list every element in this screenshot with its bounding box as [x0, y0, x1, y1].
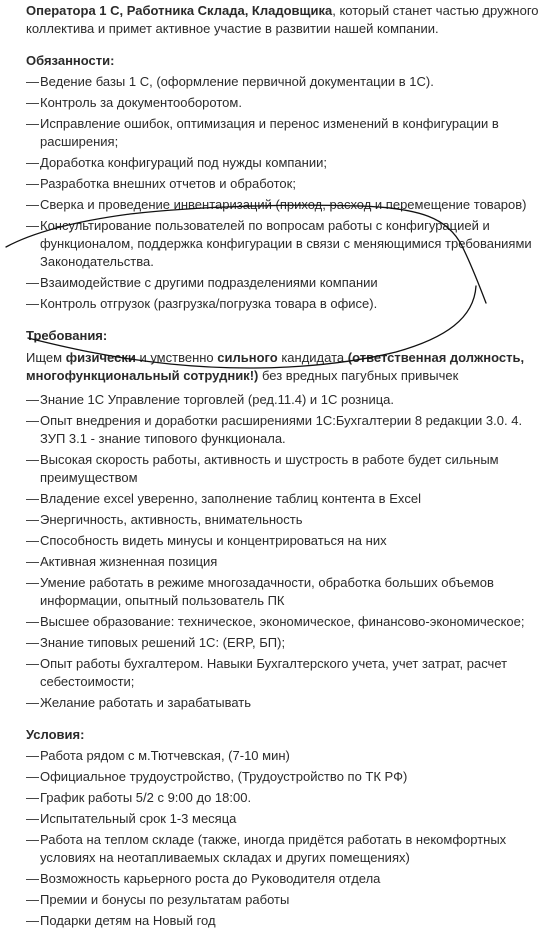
list-item-text: Контроль за документооборотом. [40, 95, 242, 110]
list-item-text: График работы 5/2 с 9:00 до 18:00. [40, 790, 252, 805]
list-item-text: Знание типовых решений 1С: (ERP, БП); [40, 635, 286, 650]
dash-bullet: — [26, 176, 39, 191]
list-item [26, 912, 541, 930]
list-item [26, 412, 541, 448]
dash-bullet: — [26, 275, 39, 290]
list-item-text: Возможность карьерного роста до Руководителя отдела [40, 871, 381, 886]
list-item [26, 613, 541, 631]
list-item [26, 831, 541, 867]
list-item [26, 451, 541, 487]
dash-bullet: — [26, 296, 39, 311]
list-item [26, 217, 541, 271]
dash-bullet: — [26, 452, 39, 467]
dash-bullet: — [26, 197, 39, 212]
list-item-text: Энергичность, активность, внимательность [40, 512, 303, 527]
intro-positions: Оператора 1 С, Работника Склада, Кладовщика [26, 3, 333, 18]
list-item-text: Знание 1С Управление торговлей (ред.11.4) и 1С розница. [40, 392, 394, 407]
list-item-text: Опыт работы бухгалтером. Навыки Бухгалтерского учета, учет затрат, расчет себестоимости; [40, 656, 508, 689]
requirements-note [26, 349, 541, 385]
list-item [26, 789, 541, 807]
dash-bullet: — [26, 913, 39, 928]
list-item [26, 768, 541, 786]
intro-paragraph [26, 2, 541, 38]
dash-bullet: — [26, 218, 39, 233]
dash-bullet: — [26, 892, 39, 907]
dash-bullet: — [26, 811, 39, 826]
dash-bullet: — [26, 116, 39, 131]
dash-bullet: — [26, 575, 39, 590]
list-item [26, 634, 541, 652]
dash-bullet: — [26, 790, 39, 805]
list-item-text: Умение работать в режиме многозадачности, обработка больших объемов информации, опытный пользователь ПК [40, 575, 494, 608]
list-item [26, 655, 541, 691]
list-item-text: Владение excel уверенно, заполнение таблиц контента в Excel [40, 491, 421, 506]
list-item-text: Подарки детям на Новый год [40, 913, 216, 928]
list-item [26, 747, 541, 765]
note-text-3: кандидата [277, 350, 348, 365]
requirements-title: Требования: [26, 328, 108, 343]
list-item-text: Ведение базы 1 С, (оформление первичной документации в 1С). [40, 74, 434, 89]
dash-bullet: — [26, 413, 39, 428]
dash-bullet: — [26, 74, 39, 89]
list-item [26, 115, 541, 151]
list-item [26, 490, 541, 508]
list-item [26, 574, 541, 610]
list-item [26, 553, 541, 571]
list-item-text: Высшее образование: техническое, экономическое, финансово-экономическое; [40, 614, 525, 629]
list-item-text: Официальное трудоустройство, (Трудоустройство по ТК РФ) [40, 769, 408, 784]
note-bold-1: физически [65, 350, 136, 365]
list-item-text: Работа на теплом складе (также, иногда придётся работать в некомфортных условиях на неотапливаемых складах и других помещениях) [40, 832, 507, 865]
list-item-text: Испытательный срок 1-3 месяца [40, 811, 237, 826]
dash-bullet: — [26, 656, 39, 671]
list-item-text: Работа рядом с м.Тютчевская, (7-10 мин) [40, 748, 290, 763]
list-item [26, 511, 541, 529]
list-item-text: Сверка и проведение инвентаризаций (приход, расход и перемещение товаров) [40, 197, 527, 212]
list-item-text: Высокая скорость работы, активность и шустрость в работе будет сильным преимуществом [40, 452, 499, 485]
list-item [26, 295, 541, 313]
list-item [26, 694, 541, 712]
list-item-text: Взаимодействие с другими подразделениями компании [40, 275, 378, 290]
list-item [26, 175, 541, 193]
duties-title: Обязанности: [26, 53, 115, 68]
list-item-text: Опыт внедрения и доработки расширениями 1С:Бухгалтерии 8 редакции 3.0. 4. ЗУП 3.1 - знание типового функционала. [40, 413, 523, 446]
conditions-list [26, 747, 541, 930]
duties-list [26, 73, 541, 313]
list-item [26, 196, 541, 214]
list-item-text: Доработка конфигураций под нужды компании; [40, 155, 327, 170]
list-item [26, 810, 541, 828]
list-item [26, 274, 541, 292]
list-item [26, 532, 541, 550]
list-item-text: Желание работать и зарабатывать [40, 695, 252, 710]
note-text-2: и умственно [135, 350, 218, 365]
list-item [26, 391, 541, 409]
dash-bullet: — [26, 95, 39, 110]
list-item-text: Исправление ошибок, оптимизация и перенос изменений в конфигурации в расширения; [40, 116, 499, 149]
dash-bullet: — [26, 512, 39, 527]
dash-bullet: — [26, 748, 39, 763]
dash-bullet: — [26, 392, 39, 407]
list-item-text: Премии и бонусы по результатам работы [40, 892, 290, 907]
list-item-text: Разработка внешних отчетов и обработок; [40, 176, 296, 191]
dash-bullet: — [26, 695, 39, 710]
list-item [26, 73, 541, 91]
dash-bullet: — [26, 635, 39, 650]
intro-text: , который станет частью дружного коллектива и примет активное участие в развитии нашей компании. [26, 3, 539, 36]
conditions-title: Условия: [26, 727, 85, 742]
list-item-text: Способность видеть минусы и концентрироваться на них [40, 533, 387, 548]
note-text-4: без вредных пагубных привычек [258, 368, 459, 383]
dash-bullet: — [26, 155, 39, 170]
dash-bullet: — [26, 871, 39, 886]
dash-bullet: — [26, 769, 39, 784]
dash-bullet: — [26, 533, 39, 548]
list-item [26, 94, 541, 112]
list-item-text: Активная жизненная позиция [40, 554, 218, 569]
note-bold-3: (ответственная должность, многофункциональный сотрудник!) [26, 350, 525, 383]
note-bold-2: сильного [217, 350, 278, 365]
list-item-text: Контроль отгрузок (разгрузка/погрузка товара в офисе). [40, 296, 378, 311]
list-item [26, 891, 541, 909]
list-item-text: Консультирование пользователей по вопросам работы с конфигурацией и функционалом, поддержка конфигурации в связи с меняющимися требованиями Законодательства. [40, 218, 532, 269]
vacancy-description [26, 2, 541, 933]
dash-bullet: — [26, 554, 39, 569]
dash-bullet: — [26, 614, 39, 629]
list-item [26, 154, 541, 172]
dash-bullet: — [26, 491, 39, 506]
requirements-list [26, 391, 541, 712]
note-text-1: Ищем [26, 350, 66, 365]
dash-bullet: — [26, 832, 39, 847]
list-item [26, 870, 541, 888]
